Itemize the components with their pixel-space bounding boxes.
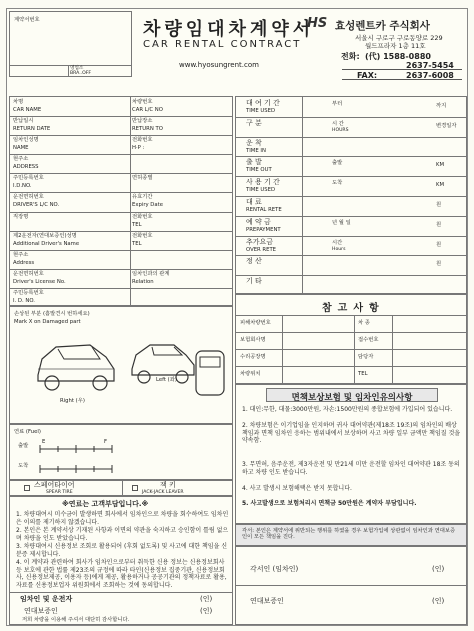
reference-input[interactable] [286, 368, 352, 381]
insurance-note-4: 4. 사고 발생시 보험해택은 받지 못합니다. [242, 485, 352, 492]
renter-field-input-2[interactable] [170, 214, 230, 229]
renter-field-label-en: I.D.NO. [13, 183, 32, 190]
renter-field-label-ko: 임차인성명 [13, 137, 39, 144]
title-english: CAR RENTAL CONTRACT [143, 39, 302, 50]
renter-field-label-ko-2: 차량번호 [132, 99, 153, 105]
renter-field-input[interactable] [60, 271, 126, 286]
renter-field-label-ko: 운전면허번호 [13, 194, 44, 201]
insurance-note-5: 5. 사고발생으로 보험처리시 면책금 50만원은 계약자 부담입니다. [242, 500, 417, 507]
reference-label-2: 차 종 [358, 320, 370, 326]
rental-term-value-1: 도착 [332, 180, 343, 187]
reference-input-2[interactable] [396, 351, 462, 364]
reference-label: 수리공장명 [240, 354, 266, 360]
renter-field-label-en: Address [13, 259, 35, 266]
reference-input-2[interactable] [396, 334, 462, 347]
rental-term-label-en: OVER RETE [246, 246, 277, 253]
rental-contract-form [6, 8, 468, 626]
renter-field-label-en-2: Expiry Date [132, 202, 163, 209]
reference-input-2[interactable] [396, 368, 462, 381]
reference-label-2: TEL [358, 371, 368, 377]
reference-input[interactable] [286, 351, 352, 364]
rental-term-input[interactable] [306, 119, 462, 135]
renter-field-input[interactable] [60, 290, 126, 305]
renter-field-label-ko: 반납일시 [13, 118, 34, 125]
fuel-gauge-section [9, 424, 233, 480]
renter-field-input-2[interactable] [170, 233, 230, 248]
renter-field-input[interactable] [60, 175, 126, 190]
renter-field-label-ko: 주민등록번호 [13, 289, 44, 296]
jack-ko: 잭 키 [160, 481, 176, 489]
renter-field-label-en: NAME [13, 145, 29, 152]
rental-term-label-en: TIME OUT [246, 167, 272, 174]
damage-label-en: Mark X on Damaged part [14, 319, 81, 325]
rental-term-value-2: KM [436, 182, 445, 189]
rental-term-input[interactable] [306, 238, 462, 254]
rental-term-label-ko: 출 발 [246, 158, 262, 167]
right-view-label: Right (우) [60, 398, 85, 404]
notice-item-1: 1. 차량대여시 미수금이 발생하면 회사에서 임차인으로 차량을 회수하여도 임차인은 이의를 제기하지 않겠습니다. [16, 511, 229, 526]
fax-number: 2637-6008 [406, 71, 454, 80]
rental-term-value-2: 원 [436, 261, 442, 268]
rental-term-input[interactable] [306, 139, 462, 155]
renter-field-label-ko: 운전면허번호 [13, 270, 44, 277]
rental-term-value-1: 부터 [332, 101, 343, 107]
rental-term-value-2: KM [436, 162, 445, 169]
rental-term-label-ko: 구 분 [246, 118, 262, 127]
renter-seal: (인) [200, 595, 213, 603]
rental-term-value-2: 변경일자 [436, 122, 457, 129]
renter-pledge-seal: (인) [432, 565, 445, 573]
rental-term-value-1: 시 간 [332, 120, 344, 127]
rental-term-value-1-en: Hours [332, 246, 346, 252]
rental-term-value-1: 출발 [332, 160, 343, 167]
car-front-right-diagram [30, 329, 120, 399]
renter-field-input[interactable] [60, 99, 126, 114]
insurance-title: 면책보상보험 및 임차인유의사항 [266, 388, 438, 402]
renter-pledge-sign-label: 각서인 (임차인) [250, 565, 299, 573]
damage-label-ko: 손상된 부분 (흠발견시 번하세요) [14, 311, 90, 317]
rental-term-label-en: PREPAYMENT [246, 226, 281, 233]
rental-term-label-ko: 대 료 [246, 198, 262, 206]
guarantor-sign-label: 연대보증인 [24, 607, 58, 615]
renter-field-label-en: CAR NAME [13, 107, 42, 113]
guarantor-pledge-seal: (인) [432, 597, 445, 605]
left-view-label: Left (좌) [156, 377, 177, 383]
insurance-notes-section [235, 384, 467, 524]
rental-term-value-1: 년 월 일 [332, 219, 351, 226]
fuel-f-label: F [104, 439, 108, 445]
rental-term-value-2: 원 [436, 202, 442, 208]
thanks-message: 저희 차량을 이용해 주셔서 대단히 감사합니다. [22, 617, 130, 623]
renter-field-label-ko-2: 전화번호 [132, 213, 153, 220]
office-label-ko: 영업소 [70, 66, 84, 71]
address-line-2: 월드프라자 1층 11호 [365, 42, 426, 50]
rental-term-label-ko: 기 타 [246, 277, 262, 286]
jack-en: JACK-JACK LEAVER [142, 490, 184, 495]
rental-term-input[interactable] [306, 99, 462, 115]
renter-field-input-2[interactable] [170, 252, 230, 267]
renter-field-input-2[interactable] [170, 271, 230, 286]
company-name: 효성렌트카 주식회사 [335, 20, 430, 32]
renter-field-label-en-2: Relation [132, 278, 154, 285]
insurance-note-1: 1. 대인:무한, 대물:3000만원, 자손:1500만원의 종합보험에 가입되어 있습니다. [242, 406, 453, 413]
equipment-check-row [9, 480, 233, 496]
fuel-notice-title: ※연료는 고객부담입니다.※ [62, 500, 149, 508]
renter-field-label-ko-2: 임차인과의 관계 [132, 270, 170, 277]
fuel-label: 연료 (Fuel) [14, 429, 41, 435]
address-line-1: 서울시 구로구 구로동양로 229 [355, 34, 443, 42]
renter-field-input-2[interactable] [170, 137, 230, 152]
renter-field-label-ko: 제2운전자(연대보증인)성명 [13, 232, 77, 239]
renter-field-label-ko: 직장명 [13, 213, 29, 220]
contract-no-label: 계약서번호 [14, 17, 40, 23]
rental-term-label-ko: 대 여 기 간 [246, 99, 280, 107]
renter-field-label-ko: 차명 [13, 99, 24, 105]
renter-field-input[interactable] [60, 156, 126, 171]
notice-item-2: 2. 본인은 본 계약서상 기재된 사항과 이면의 약관을 숙지하고 승인함이 틀림 없으며 차량을 인도 받았습니다. [16, 527, 229, 542]
reference-section [235, 294, 467, 384]
renter-info-table [9, 96, 233, 306]
renter-field-label-en: RETURN DATE [13, 126, 51, 133]
spare-tire-en: SPEAR TIRE [46, 490, 73, 495]
renter-field-label-ko-2: 전화번호 [132, 137, 153, 144]
rental-term-label-en: RENTAL RETE [246, 207, 282, 213]
rental-term-input[interactable] [306, 257, 462, 273]
reference-input[interactable] [286, 334, 352, 347]
rental-term-input[interactable] [306, 198, 462, 214]
renter-field-label-en: ADDRESS [13, 164, 39, 171]
tel-number-1: (代) 1588-0880 [365, 52, 431, 61]
renter-field-input[interactable] [60, 214, 126, 229]
office-label-en: BRA..OFF [70, 71, 92, 76]
rental-term-label-ko: 사 용 기 간 [246, 178, 280, 187]
reference-input-2[interactable] [396, 317, 462, 330]
renter-field-label-ko: 현주소 [13, 251, 29, 258]
rental-term-input[interactable] [306, 277, 462, 293]
reference-title: 참고사항 [322, 303, 385, 314]
insurance-note-2: 2. 차량보험은 이기업임을 인지하며 귀사 대여약관(제18조 19조)의 임차인의 배상책임과 면책 임차인 응하는 범위내에서 보상하며 사고 차량 일부 금액만 책임질 것을 약속함. [242, 422, 461, 445]
renter-field-input-2[interactable] [170, 99, 230, 114]
renter-field-input-2[interactable] [170, 290, 230, 305]
renter-field-label-en: Additional Driver's Name [13, 240, 80, 247]
rental-term-input[interactable] [306, 178, 462, 194]
reference-label-2: 접수번호 [358, 337, 379, 343]
rental-term-label-ko: 예 약 금 [246, 217, 271, 226]
tel-number-2: 2637-5454 [406, 61, 454, 70]
spare-tire-checkbox[interactable] [24, 485, 30, 491]
damage-diagram-area [9, 306, 233, 424]
renter-field-input[interactable] [60, 118, 126, 133]
car-rear-diagram [190, 347, 230, 402]
rental-term-value-2: 원 [436, 221, 442, 228]
spare-tire-ko: 스페어타이어 [34, 481, 75, 489]
renter-field-input-2[interactable] [170, 118, 230, 133]
reference-label-2: 담당자 [358, 354, 374, 360]
signature-section [235, 546, 467, 625]
rental-term-label-ko: 운 착 [246, 138, 262, 147]
guarantor-seal: (인) [200, 607, 213, 615]
rental-term-value-2: 까지 [436, 103, 447, 109]
notice-item-3: 3. 차량대여시 신용정보 조회로 활용되어 (후회 없도록) 및 사고에 대한 책임을 신분증 제시합니다. [16, 543, 228, 558]
renter-driver-sign-label: 임차인 및 운전자 [20, 595, 73, 603]
renter-field-label-ko-2: 유효기간 [132, 194, 153, 201]
title-korean: 차량임대차계약서 [143, 19, 315, 40]
renter-field-input[interactable] [60, 252, 126, 267]
renter-field-label-ko: 현주소 [13, 156, 29, 163]
rental-term-label-ko: 추가요금 [246, 237, 274, 246]
renter-field-label-ko-2: 면허종별 [132, 175, 153, 182]
notice-item-4: 4. 이 계약과 관련하여 회사가 임차인으로부터 취득한 신용 정보는 신용정보회사 등 보호에 관한 법률 제23조의 규정에 따라 타인(신용정보 집중기관, 신용정보회사, 신용정보제공, 이용자 등)에게 제공, 활용하거나 공공기관의 정책자료로 활용, 자료를 신용정보업자 위원회에서 조회하는 것에 동의합니다. [16, 559, 227, 589]
jack-checkbox[interactable] [132, 485, 138, 491]
fax-label: FAX: [357, 71, 378, 80]
renter-field-input[interactable] [60, 194, 126, 209]
rental-term-value-1: 시간 [332, 239, 343, 246]
reference-label: 피해차량번호 [240, 320, 271, 326]
renter-field-input[interactable] [60, 233, 126, 248]
renter-field-input-2[interactable] [170, 156, 230, 171]
reference-input[interactable] [286, 317, 352, 330]
rental-term-value-1-en: HOURS [332, 127, 349, 133]
renter-field-input-2[interactable] [170, 175, 230, 190]
renter-field-label-en: DRIVER'S L/C NO. [13, 202, 60, 209]
rental-term-label-ko: 정 산 [246, 257, 262, 266]
rental-term-label-en: TIME USED [246, 187, 276, 194]
renter-field-input-2[interactable] [170, 194, 230, 209]
website-url: www.hyosungrent.com [179, 61, 259, 69]
company-logo: HS [307, 16, 328, 31]
renter-field-label-en-2: CAR L/C NO [132, 107, 163, 113]
rental-term-value-2: 원 [436, 241, 442, 248]
fuel-in-label: 도착 [18, 463, 29, 469]
renter-field-label-ko: 주민등록번호 [13, 175, 44, 182]
reference-label: 보험회사명 [240, 337, 266, 343]
fuel-gauge-scale[interactable] [36, 445, 116, 475]
reference-label: 차량위치 [240, 371, 261, 377]
customer-notice-section [9, 496, 233, 625]
pledge-note: 각서: 본인은 계약서에 위반되는 행위를 하였을 경우 보험가입에 상관없이 임차인과 연대보증인이 모든 책임을 진다. [235, 524, 467, 546]
renter-field-label-en-2: H·P : [132, 145, 145, 152]
contract-info-box [9, 11, 132, 77]
renter-field-label-en-2: TEL [132, 240, 142, 247]
insurance-note-3: 3. 무면허, 음주운전, 제3자운전 및 만21세 미만 운전할 임차인 대여약관 18조 동의하고 차량 인도 받습니다. [242, 461, 460, 476]
renter-field-label-ko-2: 반납장소 [132, 118, 153, 125]
rental-term-label-en: TIME USED [246, 108, 276, 114]
renter-field-label-en: Driver's License No. [13, 278, 66, 285]
renter-field-label-en: I. D. NO. [13, 297, 35, 304]
renter-field-label-en-2: TEL [132, 221, 142, 228]
rental-terms-table [235, 96, 467, 294]
guarantor-pledge-sign-label: 연대보증인 [250, 597, 284, 605]
fuel-out-label: 출발 [18, 443, 29, 449]
rental-term-input[interactable] [306, 158, 462, 174]
renter-field-label-ko-2: 전화번호 [132, 232, 153, 239]
fuel-e-label: E [42, 439, 46, 445]
renter-field-label-en-2: RETURN TO [132, 126, 163, 133]
renter-field-input[interactable] [60, 137, 126, 152]
rental-term-label-en: TIME IN [246, 147, 266, 154]
rental-term-input[interactable] [306, 218, 462, 234]
tel-label: 전화: [341, 52, 360, 61]
